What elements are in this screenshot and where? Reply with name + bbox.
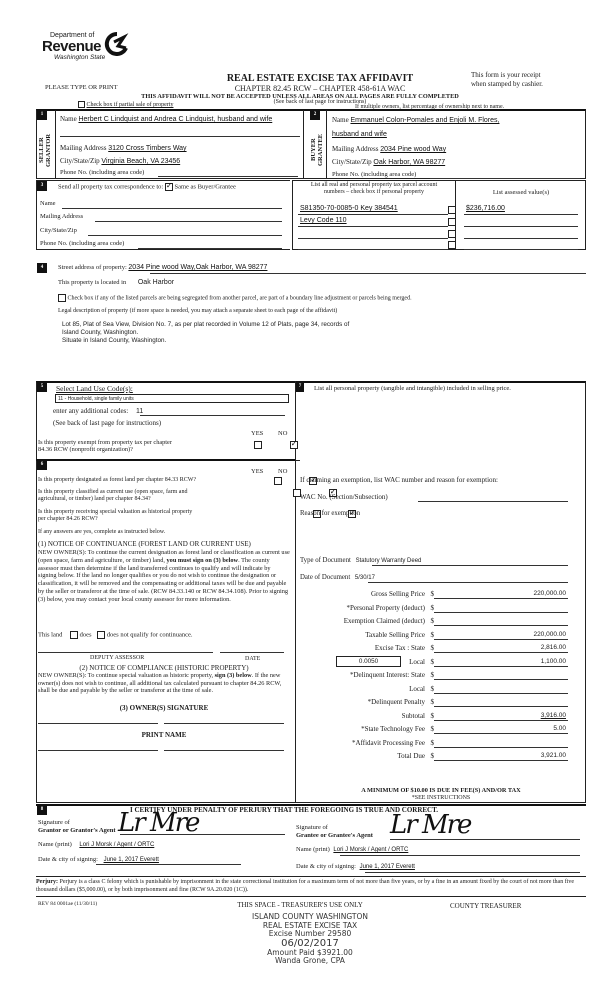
personal-property-checkbox[interactable] bbox=[448, 206, 456, 214]
doc-type-row bbox=[300, 557, 421, 564]
tax-row-line bbox=[434, 760, 568, 761]
tax-row-taxable bbox=[300, 631, 570, 645]
grantee-signature: Lr Mre bbox=[390, 810, 471, 840]
receipt-note-1: This form is your receipt bbox=[471, 71, 541, 79]
assessor-date-label: DATE bbox=[245, 656, 261, 662]
tax-row-label: *Delinquent Penalty bbox=[367, 698, 425, 706]
doc-date-value[interactable]: 5/30/17 bbox=[354, 575, 375, 581]
assessed-line[interactable] bbox=[464, 249, 578, 250]
buyer-phone-row bbox=[332, 171, 416, 178]
section-5-badge: 5 bbox=[37, 382, 47, 392]
logo-state: Washington State bbox=[54, 54, 106, 61]
owner-signature-label: (3) OWNER(S) SIGNATURE bbox=[119, 704, 209, 712]
stamp-county: ISLAND COUNTY WASHINGTON bbox=[251, 912, 368, 921]
grantor-name-value[interactable]: Lori J Morsk / Agent / ORTC bbox=[79, 842, 155, 848]
dor-logo bbox=[42, 32, 132, 66]
buyer-label: BUYER bbox=[310, 138, 317, 162]
tax-row-gross bbox=[300, 590, 570, 604]
deputy-assessor-line[interactable] bbox=[38, 652, 213, 653]
legal-description[interactable] bbox=[62, 321, 349, 345]
section-2-badge: 2 bbox=[310, 110, 320, 120]
grantee-name-value[interactable]: Lori J Morsk / Agent / ORTC bbox=[333, 847, 409, 853]
currency-symbol: $ bbox=[430, 738, 434, 747]
legal-label: Legal description of property (if more space is needed, you may attach a separate sheet to each page of the affidavit) bbox=[58, 308, 338, 314]
exempt-question bbox=[38, 439, 172, 453]
print-name-label: PRINT NAME bbox=[141, 731, 187, 739]
stamp-excise-number: Excise Number 29580 bbox=[268, 929, 352, 938]
tax-row-excise-local bbox=[300, 658, 570, 672]
corr-name-label: Name bbox=[40, 200, 56, 207]
assessed-header: List assessed value(s) bbox=[492, 189, 550, 196]
currency-symbol: $ bbox=[430, 630, 434, 639]
doc-date-label: Date of Document bbox=[300, 574, 351, 581]
tax-row-value[interactable]: 220,000.00 bbox=[533, 590, 566, 597]
tax-row-line bbox=[434, 652, 568, 653]
seller-buyer-divider bbox=[303, 110, 304, 179]
grantee-label: GRANTEE bbox=[317, 133, 324, 167]
section-3-badge: 3 bbox=[37, 181, 47, 191]
tax-row-label: Exemption Claimed (deduct) bbox=[343, 617, 425, 625]
additional-codes-row bbox=[53, 407, 143, 415]
buyer-divider bbox=[326, 110, 327, 179]
minimum-note: A MINIMUM OF $10.00 IS DUE IN FEE(S) AND/OR TAX bbox=[361, 787, 521, 794]
seller-city-row bbox=[60, 157, 180, 165]
logo-revenue: Revenue bbox=[42, 38, 102, 55]
notice2-body bbox=[38, 672, 290, 695]
grantor-name-label: Name (print) bbox=[38, 841, 72, 848]
tax-row-line[interactable] bbox=[434, 625, 568, 626]
grantee-sig-label-2: Grantee or Grantee's Agent bbox=[296, 832, 373, 839]
local-rate-box[interactable]: 0.0050 bbox=[336, 656, 401, 667]
parcels-header bbox=[293, 182, 455, 196]
partial-sale-label: Check box if partial sale of property bbox=[86, 101, 174, 108]
owner-signature-line-2[interactable] bbox=[164, 723, 284, 724]
correspondence-label-row bbox=[58, 183, 236, 191]
personal-property-checkbox[interactable] bbox=[448, 241, 456, 249]
exempt-yes-checkbox[interactable] bbox=[254, 441, 262, 449]
buyer-city-value[interactable]: Oak Harbor, WA 98277 bbox=[373, 159, 446, 166]
currency-symbol: $ bbox=[430, 684, 434, 693]
seller-mailing-value[interactable]: 3120 Cross Timbers Way bbox=[108, 145, 187, 152]
seller-side-label bbox=[38, 124, 54, 176]
segregated-row bbox=[58, 294, 412, 302]
tax-row-total bbox=[300, 752, 570, 766]
exempt-no-checkbox[interactable] bbox=[290, 441, 298, 449]
parcels-header-2: numbers – check box if personal property bbox=[324, 189, 424, 195]
notice2-bold: sign (3) below bbox=[214, 672, 252, 679]
exempt-question-2: 84.36 RCW (nonprofit organization)? bbox=[38, 446, 133, 453]
tax-row-label: Taxable Selling Price bbox=[365, 630, 425, 639]
logo-dept: Department of bbox=[50, 32, 95, 39]
tax-row-value[interactable]: 5.00 bbox=[553, 725, 566, 732]
stamp-date: 06/02/2017 bbox=[281, 937, 339, 949]
wac-label: WAC No. (Section/Subsection) bbox=[300, 493, 388, 501]
grantee-date-row bbox=[296, 863, 415, 870]
seller-phone-line[interactable] bbox=[158, 176, 298, 177]
tax-row-line[interactable] bbox=[434, 706, 568, 707]
doc-date-line bbox=[368, 582, 568, 583]
buyer-mailing-value[interactable]: 2034 Pine wood Way bbox=[380, 146, 447, 153]
seller-city-label: City/State/Zip bbox=[60, 157, 100, 165]
see-back-note: (See back of last page for instructions) bbox=[53, 419, 162, 427]
certify-statement: I CERTIFY UNDER PENALTY OF PERJURY THAT THE FOREGOING IS TRUE AND CORRECT. bbox=[130, 806, 439, 814]
tax-row-label: *Delinquent Interest: State bbox=[349, 671, 425, 679]
parcel-line bbox=[298, 226, 448, 227]
tax-row-label: Subtotal bbox=[401, 711, 425, 720]
tax-row-value[interactable]: 1,100.00 bbox=[540, 657, 566, 665]
grantee-date-value[interactable]: June 1, 2017 Everett bbox=[359, 864, 415, 870]
personal-property-checkbox[interactable] bbox=[448, 230, 456, 238]
treasurer-stamp bbox=[220, 913, 400, 966]
tax-row-label: Local bbox=[409, 684, 425, 693]
tax-row-value[interactable]: 3,916.00 bbox=[540, 711, 566, 719]
perjury-top bbox=[36, 876, 586, 877]
does-checkbox[interactable] bbox=[70, 631, 78, 639]
current-use-q2: agricultural, or timber) land per chapter 84.34? bbox=[38, 496, 151, 502]
multiple-owners-note: If multiple owners, list percentage of ownership next to name. bbox=[355, 104, 505, 110]
tax-row-line bbox=[434, 666, 568, 667]
legal-line-3: Situate in Island County, Washington. bbox=[62, 337, 167, 344]
perjury-body: Perjury is a class C felony which is punishable by imprisonment in the state correctional institution for a maximum term of not more than five years, or by a fine in an amount fixed by the court of not more than five thousand dollars ($5,000.00), or by both imprisonment and fine (RCW 9A.20.020 (1C)). bbox=[36, 879, 575, 893]
current-use-question bbox=[38, 489, 187, 503]
tax-row-line[interactable] bbox=[434, 747, 568, 748]
section-7-tick bbox=[295, 460, 300, 461]
treasurer-use: THIS SPACE - TREASURER'S USE ONLY bbox=[237, 901, 363, 909]
tax-row-line bbox=[434, 733, 568, 734]
notice1-bold: you must sign on (3) below bbox=[166, 556, 239, 564]
tax-table bbox=[300, 590, 570, 790]
this-land-label: This land bbox=[38, 631, 63, 639]
tax-row-delinquent-local bbox=[300, 685, 570, 699]
reason-label: Reason for exemption bbox=[300, 510, 361, 517]
tax-row-processing-fee bbox=[300, 739, 570, 753]
same-as-buyer-checkbox[interactable] bbox=[165, 183, 173, 191]
tax-row-label: *State Technology Fee bbox=[361, 725, 425, 733]
grantee-name-row bbox=[296, 846, 408, 853]
continuance-row bbox=[38, 631, 193, 639]
grantor-name-row bbox=[38, 841, 154, 848]
buyer-mailing-row bbox=[332, 145, 446, 153]
notice1-text-a: NEW OWNER(S): To continue the current designation as forest land or classification as current use (open space, farm and agriculture, or timber) land, bbox=[38, 549, 290, 564]
county-treasurer: COUNTY TREASURER bbox=[450, 902, 522, 910]
tax-row-tech-fee bbox=[300, 725, 570, 739]
currency-symbol: $ bbox=[430, 725, 434, 733]
see-instructions: *SEE INSTRUCTIONS bbox=[411, 795, 471, 801]
yes-header-5: YES bbox=[251, 430, 264, 437]
street-line bbox=[150, 273, 586, 274]
correspondence-label: Send all property tax correspondence to: bbox=[58, 183, 164, 191]
same-as-buyer-label: Same as Buyer/Grantee bbox=[174, 183, 236, 191]
buyer-phone-label: Phone No. (including area code) bbox=[332, 171, 417, 178]
grantee-name-label: Name (print) bbox=[296, 846, 330, 853]
seller-name-label: Name bbox=[60, 115, 77, 123]
corr-phone-label: Phone No. (including area code) bbox=[40, 240, 125, 247]
tax-row-line bbox=[434, 720, 568, 721]
tax-row-line bbox=[434, 639, 568, 640]
currency-symbol: $ bbox=[430, 657, 434, 666]
currency-symbol: $ bbox=[430, 617, 434, 625]
section-7-badge: 7 bbox=[296, 382, 304, 392]
receipt-note bbox=[471, 71, 543, 89]
buyer-name-value-2[interactable]: husband and wife bbox=[332, 131, 387, 138]
current-use-q1: Is this property classified as current use (open space, farm and bbox=[38, 489, 188, 495]
grantee-sig-label bbox=[296, 824, 373, 840]
tax-row-line[interactable] bbox=[434, 679, 568, 680]
notice1-title: (1) NOTICE OF CONTINUANCE (FOREST LAND OR CURRENT USE) bbox=[38, 540, 251, 548]
doc-type-label: Type of Document bbox=[300, 557, 351, 564]
stamp-amount: Amount Paid $3921.00 bbox=[267, 947, 353, 957]
partial-sale[interactable] bbox=[78, 101, 173, 108]
currency-symbol: $ bbox=[430, 603, 434, 612]
parcel-row bbox=[298, 205, 586, 216]
form-title: REAL ESTATE EXCISE TAX AFFIDAVIT bbox=[226, 73, 414, 84]
tax-row-label: *Affidavit Processing Fee bbox=[352, 738, 425, 747]
currency-symbol: $ bbox=[430, 644, 434, 652]
perjury-text bbox=[36, 878, 588, 894]
grantee-date-line bbox=[365, 872, 580, 873]
currency-symbol: $ bbox=[430, 711, 434, 720]
land-use-select[interactable]: 11 - Household, single family units bbox=[55, 394, 289, 403]
parcel-line[interactable] bbox=[298, 249, 448, 250]
buyer-name-row bbox=[332, 116, 499, 124]
notice2-text-b: . If the new owner(s) does not wish to continue, all additional tax calculated pursuant to chapter 84.26 RCW, shall be due and payable by the seller or transferor at the time of sale. bbox=[38, 672, 282, 694]
seller-mailing-row bbox=[60, 144, 187, 152]
located-row bbox=[58, 279, 174, 286]
tax-row-label: Local bbox=[409, 657, 425, 666]
seller-mailing-label: Mailing Address bbox=[60, 144, 107, 152]
if-yes-note: If any answers are yes, complete as instructed below. bbox=[38, 529, 166, 535]
doc-type-value[interactable]: Statutory Warranty Deed bbox=[355, 558, 422, 564]
parcel-row bbox=[298, 229, 586, 240]
assessed-line bbox=[464, 214, 578, 215]
parcel-line bbox=[298, 214, 448, 215]
street-row bbox=[58, 264, 267, 271]
notice1-text-b: . The county assessor must then determine if the land transferred continues to qualify and will indicate by signing below. If the land no longer qualifies or you do not wish to continue the designation or classification, it will be removed and the compensating or additional taxes will be due and payable by the seller or transferor at the time of sale. (RCW 84.33.140 or RCW 84.34.108). Prior to signing (3) below, you may contact your local county assessor for more information. bbox=[38, 556, 289, 603]
seller-name-value[interactable]: Herbert C Lindquist and Andrea C Lindquist, husband and wife bbox=[78, 116, 273, 123]
tax-row-exemption bbox=[300, 617, 570, 631]
does-label: does bbox=[79, 631, 92, 639]
legal-line-1: Lot 85, Plat of Sea View, Division No. 7, as per plat recorded in Volume 12 of Plats, page 34, records of bbox=[62, 321, 350, 328]
corr-mailing-field[interactable] bbox=[95, 221, 282, 222]
additional-codes-value[interactable]: 11 bbox=[135, 408, 144, 415]
segregated-label: Check box if any of the listed parcels are being segregated from another parcel, are part of a boundary line adjustment or parcels being merged. bbox=[67, 295, 412, 302]
tax-row-penalty bbox=[300, 698, 570, 712]
partial-sale-checkbox[interactable] bbox=[78, 101, 85, 108]
historic-q1: Is this property receiving special valuation as historical property bbox=[38, 509, 193, 515]
parcel-row bbox=[298, 240, 586, 251]
exempt-question-1: Is this property exempt from property tax per chapter bbox=[38, 439, 172, 446]
currency-symbol: $ bbox=[430, 590, 434, 598]
tax-row-delinquent-state bbox=[300, 671, 570, 685]
stamp-officer: Wanda Grone, CPA bbox=[275, 956, 345, 965]
grantee-date-label: Date & city of signing: bbox=[296, 863, 356, 870]
grantor-sig-label-2: Grantor or Grantor's Agent bbox=[38, 827, 116, 834]
assessed-line bbox=[464, 226, 578, 227]
perjury-bold: Perjury: bbox=[36, 879, 58, 885]
seller-divider bbox=[55, 110, 56, 179]
owner-signature-line-1[interactable] bbox=[38, 723, 158, 724]
please-type: PLEASE TYPE OR PRINT bbox=[45, 84, 118, 91]
print-name-line-2[interactable] bbox=[164, 750, 284, 751]
grantor-sig-label bbox=[38, 819, 116, 835]
exemption-label: If claiming an exemption, list WAC number and reason for exemption: bbox=[300, 476, 498, 484]
personal-property-label: List all personal property (tangible and intangible) included in selling price. bbox=[314, 385, 511, 392]
corr-mailing-label: Mailing Address bbox=[40, 213, 84, 220]
deputy-assessor-label: DEPUTY ASSESSOR bbox=[90, 655, 145, 661]
street-value[interactable]: 2034 Pine wood Way,Oak Harbor, WA 98277 bbox=[128, 264, 268, 271]
seller-label: SELLER bbox=[38, 137, 45, 163]
yes-header-6: YES bbox=[251, 468, 264, 475]
form-chapter: CHAPTER 82.45 RCW – CHAPTER 458-61A WAC bbox=[234, 84, 406, 93]
does-not-label: does not qualify for continuance. bbox=[106, 631, 193, 639]
buyer-city-label: City/State/Zip bbox=[332, 158, 372, 166]
doc-date-row bbox=[300, 574, 375, 581]
tax-row-value[interactable]: 2,816.00 bbox=[540, 644, 566, 651]
buyer-side-label bbox=[310, 124, 326, 176]
buyer-mailing-label: Mailing Address bbox=[332, 145, 379, 153]
receipt-note-2: when stamped by cashier. bbox=[471, 80, 543, 88]
section-4-badge: 4 bbox=[37, 263, 47, 273]
personal-property-checkbox[interactable] bbox=[448, 218, 456, 226]
forest-yes-checkbox[interactable] bbox=[274, 477, 282, 485]
grantor-date-line bbox=[96, 864, 241, 865]
grantee-sig-label-1: Signature of bbox=[296, 824, 328, 831]
historic-question bbox=[38, 509, 192, 523]
grantee-name-line bbox=[340, 855, 580, 856]
section-6-badge: 6 bbox=[37, 460, 47, 470]
print-name-line-1[interactable] bbox=[38, 750, 158, 751]
grantor-date-label: Date & city of signing: bbox=[38, 856, 98, 863]
tax-row-personal bbox=[300, 604, 570, 618]
corr-name-field[interactable] bbox=[62, 208, 282, 209]
seller-city-value[interactable]: Virginia Beach, VA 23456 bbox=[101, 158, 181, 165]
notice2-text-a: NEW OWNER(S): To continue special valuation as historic property, bbox=[38, 672, 215, 679]
additional-codes-label: enter any additional codes: bbox=[53, 407, 129, 415]
seller-name-line2 bbox=[60, 136, 300, 137]
grantor-sig-label-1: Signature of bbox=[38, 819, 70, 826]
parcels-header-1: List all real and personal property tax parcel account bbox=[310, 182, 438, 188]
dor-logo-icon bbox=[104, 32, 130, 56]
assessed-line[interactable] bbox=[464, 238, 578, 239]
notice2-title: (2) NOTICE OF COMPLIANCE (HISTORIC PROPERTY) bbox=[79, 664, 249, 672]
parcel-number[interactable]: Levy Code 110 bbox=[300, 217, 347, 224]
tax-row-label: Excise Tax : State bbox=[374, 644, 425, 652]
tax-row-label: Total Due bbox=[397, 752, 425, 760]
grantor-date-row bbox=[38, 856, 159, 863]
tax-row-label: Gross Selling Price bbox=[370, 590, 425, 598]
tax-row-value[interactable]: 3,921.00 bbox=[540, 752, 566, 759]
tax-row-subtotal bbox=[300, 712, 570, 726]
buyer-city-row bbox=[332, 158, 445, 166]
legal-line-2: Island County, Washington. bbox=[62, 329, 139, 336]
section-6-top bbox=[36, 459, 295, 461]
seller-name-row bbox=[60, 115, 272, 123]
corr-city-label: City/State/Zip bbox=[40, 227, 77, 234]
warning-text: THIS AFFIDAVIT WILL NOT BE ACCEPTED UNLESS ALL AREAS ON ALL PAGES ARE FULLY COMPLETED bbox=[141, 93, 459, 100]
grantor-label: GRANTOR bbox=[45, 133, 52, 167]
instructions-note: (See back of last page for instructions) bbox=[273, 99, 367, 105]
located-value[interactable]: Oak Harbor bbox=[137, 279, 175, 286]
tax-row-value[interactable]: 220,000.00 bbox=[533, 630, 566, 638]
does-not-checkbox[interactable] bbox=[97, 631, 105, 639]
stamp-tax: REAL ESTATE EXCISE TAX bbox=[262, 920, 358, 930]
street-label: Street address of property: bbox=[58, 264, 127, 271]
land-use-label: Select Land Use Code(s): bbox=[56, 384, 133, 393]
segregated-checkbox[interactable] bbox=[58, 294, 66, 302]
wac-field[interactable] bbox=[418, 501, 568, 502]
assessor-date-line[interactable] bbox=[220, 652, 284, 653]
doc-type-line bbox=[372, 565, 568, 566]
notice1-body bbox=[38, 549, 290, 604]
tax-row-line bbox=[434, 598, 568, 599]
forest-question: Is this property designated as forest land per chapter 84.33 RCW? bbox=[38, 477, 197, 483]
buyer-name-value[interactable]: Emmanuel Colon-Pomales and Enjoli M. Flores, bbox=[350, 117, 500, 124]
no-header-6: NO bbox=[278, 468, 288, 475]
buyer-name-label: Name bbox=[332, 116, 349, 124]
seller-phone-row bbox=[60, 169, 144, 176]
seller-phone-label: Phone No. (including area code) bbox=[60, 169, 145, 176]
rev-code: REV 84 0001ae (11/30/11) bbox=[38, 901, 98, 907]
corr-city-field[interactable] bbox=[88, 235, 282, 236]
assessed-value[interactable]: $236,716.00 bbox=[466, 205, 505, 212]
section-8-badge: 8 bbox=[37, 805, 47, 815]
tax-row-label: *Personal Property (deduct) bbox=[346, 603, 425, 612]
located-label: This property is located in bbox=[58, 279, 127, 286]
perjury-bottom bbox=[36, 896, 586, 897]
buyer-phone-line[interactable] bbox=[430, 178, 580, 179]
corr-phone-field[interactable] bbox=[138, 248, 282, 249]
historic-q2: per chapter 84.26 RCW? bbox=[38, 516, 98, 522]
grantor-date-value[interactable]: June 1, 2017 Everett bbox=[103, 857, 159, 863]
parcel-line[interactable] bbox=[298, 238, 448, 239]
tax-row-line[interactable] bbox=[434, 693, 568, 694]
section-1-badge: 1 bbox=[37, 110, 47, 120]
no-header-5: NO bbox=[278, 430, 288, 437]
tax-row-line[interactable] bbox=[434, 612, 568, 613]
currency-symbol: $ bbox=[430, 671, 434, 679]
additional-codes-line bbox=[140, 415, 285, 416]
currency-symbol: $ bbox=[430, 752, 434, 760]
parcel-row bbox=[298, 217, 586, 228]
grantor-signature: Lr Mre bbox=[118, 808, 199, 838]
parcel-number[interactable]: S81350-70-0085-0 Key 384541 bbox=[300, 205, 398, 212]
currency-symbol: $ bbox=[430, 698, 434, 706]
